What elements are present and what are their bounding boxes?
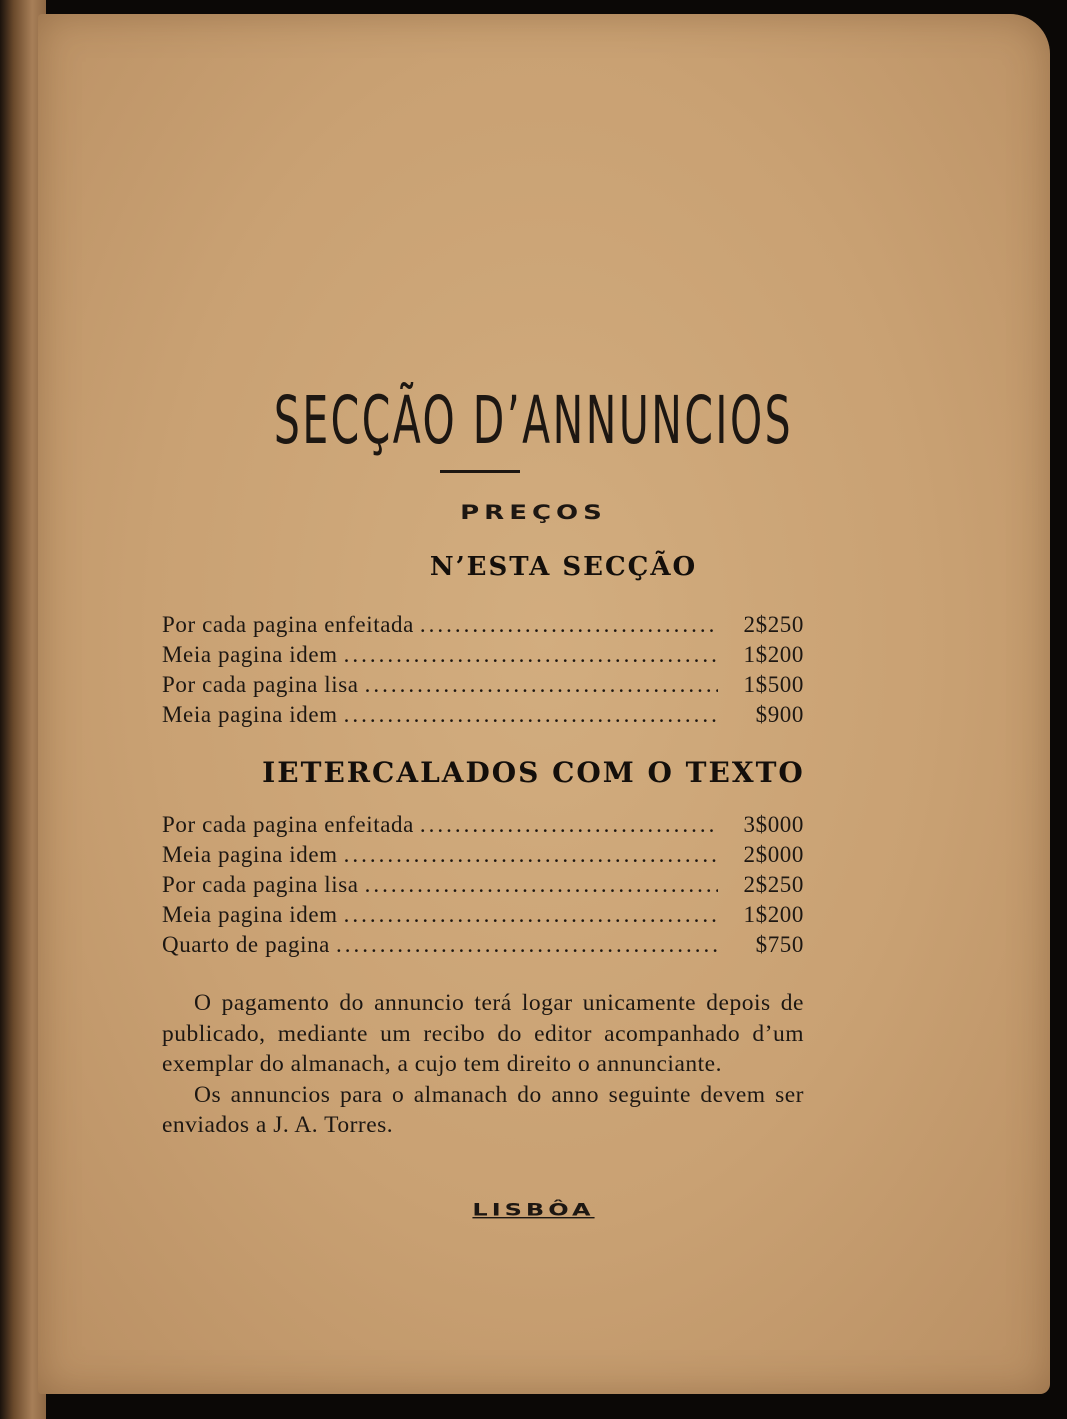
price-value: 1$500 bbox=[743, 672, 804, 697]
price-row bbox=[162, 842, 804, 872]
dot-leader bbox=[365, 672, 718, 698]
price-row bbox=[162, 932, 804, 962]
dot-leader bbox=[344, 842, 718, 868]
price-label: Por cada pagina enfeitada bbox=[162, 612, 414, 637]
dot-leader bbox=[344, 702, 718, 728]
price-value: 2$000 bbox=[743, 842, 804, 867]
dot-leader bbox=[344, 642, 718, 668]
price-value: $900 bbox=[755, 702, 804, 727]
price-value: 1$200 bbox=[743, 902, 804, 927]
price-row bbox=[162, 642, 804, 672]
price-label: Meia pagina idem bbox=[162, 642, 338, 667]
price-row bbox=[162, 672, 804, 702]
price-value: 2$250 bbox=[743, 872, 804, 897]
price-row bbox=[162, 872, 804, 902]
terms-text bbox=[162, 988, 804, 1141]
price-row bbox=[162, 902, 804, 932]
price-label: Meia pagina idem bbox=[162, 842, 338, 867]
price-label: Meia pagina idem bbox=[162, 702, 338, 727]
submission-paragraph: Os annuncios para o almanach do anno seguinte devem ser enviados a J. A. Torres. bbox=[162, 1081, 804, 1138]
dot-leader bbox=[344, 902, 718, 928]
price-label: Por cada pagina lisa bbox=[162, 872, 359, 897]
price-list-with-text bbox=[162, 812, 804, 962]
price-list-this-section bbox=[162, 612, 804, 732]
price-value: $750 bbox=[755, 932, 804, 957]
payment-paragraph: O pagamento do annuncio terá logar unicamente depois de publicado, mediante um recibo do editor acompanhado d’um exemplar do almanach, a cujo tem direito o annunciante. bbox=[162, 990, 804, 1077]
price-label: Por cada pagina enfeitada bbox=[162, 812, 414, 837]
price-row bbox=[162, 812, 804, 842]
page-title: SECÇÃO D’ANNUNCIOS bbox=[273, 382, 794, 459]
dot-leader bbox=[420, 812, 718, 838]
price-label: Por cada pagina lisa bbox=[162, 672, 359, 697]
price-value: 1$200 bbox=[743, 642, 804, 667]
dot-leader bbox=[365, 872, 718, 898]
price-row bbox=[162, 702, 804, 732]
price-value: 3$000 bbox=[743, 812, 804, 837]
dot-leader bbox=[420, 612, 718, 638]
price-value: 2$250 bbox=[743, 612, 804, 637]
title-divider bbox=[440, 470, 520, 473]
prices-subtitle: PREÇOS bbox=[460, 501, 607, 525]
section-heading-this-section: N’ESTA SECÇÃO bbox=[429, 552, 698, 582]
section-heading-with-text: IETERCALADOS COM O TEXTO bbox=[262, 756, 805, 789]
price-label: Quarto de pagina bbox=[162, 932, 330, 957]
dot-leader bbox=[336, 932, 718, 958]
price-label: Meia pagina idem bbox=[162, 902, 338, 927]
price-row bbox=[162, 612, 804, 642]
place-imprint: LISBÔA bbox=[472, 1200, 595, 1220]
